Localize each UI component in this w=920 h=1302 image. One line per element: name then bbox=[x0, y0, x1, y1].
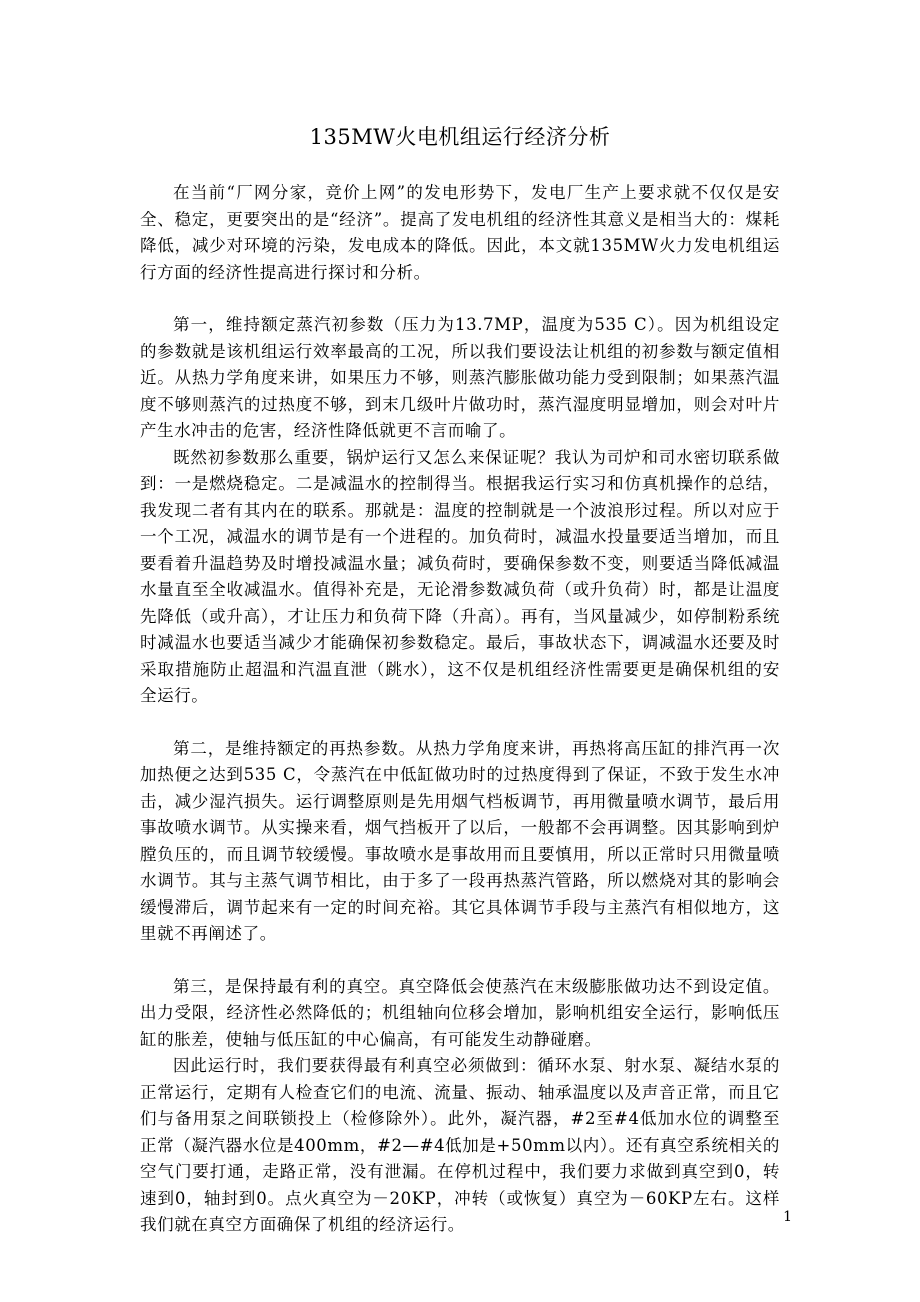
paragraph-second-point: 第二，是维持额定的再热参数。从热力学角度来讲，再热将高压缸的排汽再一次加热便之达到535 C，令蒸汽在中低缸做功时的过热度得到了保证，不致于发生水冲击，减少湿汽损失。运行调整原则是先用烟气档板调节，再用微量喷水调节，最后用事故喷水调节。从实操来看，烟气挡板开了以后，一般都不会再调整。因其影响到炉膛负压的，而且调节较缓慢。事故喷水是事故用而且要慎用，所以正常时只用微量喷水调节。其与主蒸气调节相比，由于多了一段再热蒸汽管路，所以燃烧对其的影响会缓慢滞后，调节起来有一定的时间充裕。其它具体调节手段与主蒸汽有相似地方，这里就不再阐述了。 bbox=[140, 738, 780, 943]
paragraph-intro: 在当前“厂网分家，竞价上网”的发电形势下，发电厂生产上要求就不仅仅是安全、稳定，更要突出的是“经济”。提高了发电机组的经济性其意义是相当大的：煤耗降低，减少对环境的污染，发电成本的降低。因此，本文就135MW火力发电机组运行方面的经济性提高进行探讨和分析。 bbox=[140, 183, 780, 282]
paragraph-third-point-detail: 因此运行时，我们要获得最有利真空必须做到：循环水泵、射水泵、凝结水泵的正常运行，定期有人检查它们的电流、流量、振动、轴承温度以及声音正常，而且它们与备用泵之间联锁投上（检修除外）。此外，凝汽器，#2至#4低加水位的调整至正常（凝汽器水位是400mm，#2—#4低加是+50mm以内）。还有真空系统相关的空气门要打通，走路正常，没有泄漏。在停机过程中，我们要力求做到真空到0，转速到0，轴封到0。点火真空为－20KP，冲转（或恢复）真空为－60KP左右。这样我们就在真空方面确保了机组的经济运行。 bbox=[140, 1056, 780, 1234]
document-body bbox=[140, 180, 780, 1239]
paragraph-first-point: 第一，维持额定蒸汽初参数（压力为13.7MP，温度为535 C）。因为机组设定的参数就是该机组运行效率最高的工况，所以我们要设法让机组的初参数与额定值相近。从热力学角度来讲，如果压力不够，则蒸汽膨胀做功能力受到限制；如果蒸汽温度不够则蒸汽的过热度不够，到末几级叶片做功时，蒸汽湿度明显增加，则会对叶片产生水冲击的危害，经济性降低就更不言而喻了。 bbox=[140, 315, 780, 440]
paragraph-first-point-detail: 既然初参数那么重要，锅炉运行又怎么来保证呢？我认为司炉和司水密切联系做到：一是燃烧稳定。二是减温水的控制得当。根据我运行实习和仿真机操作的总结，我发现二者有其内在的联系。那就是：温度的控制就是一个波浪形过程。所以对应于一个工况，减温水的调节是有一个进程的。加负荷时，减温水投量要适当增加，而且要看着升温趋势及时增投减温水量；减负荷时，要确保参数不变，则要适当降低减温水量直至全收减温水。值得补充是，无论滑参数减负荷（或升负荷）时，都是让温度先降低（或升高），才让压力和负荷下降（升高）。再有，当风量减少，如停制粉系统时减温水也要适当减少才能确保初参数稳定。最后，事故状态下，调减温水还要及时采取措施防止超温和汽温直泄（跳水），这不仅是机组经济性需要更是确保机组的安全运行。 bbox=[140, 447, 780, 705]
page-number: 1 bbox=[783, 1209, 792, 1225]
paragraph-gap bbox=[140, 948, 780, 974]
paragraph-gap bbox=[140, 286, 780, 312]
paragraph-third-point: 第三，是保持最有利的真空。真空降低会使蒸汽在末级膨胀做功达不到设定值。出力受限，经济性必然降低的；机组轴向位移会增加，影响机组安全运行，影响低压缸的胀差，使轴与低压缸的中心偏高，有可能发生动静碰磨。 bbox=[140, 976, 780, 1049]
paragraph-gap bbox=[140, 710, 780, 736]
document-title: 135MW火电机组运行经济分析 bbox=[309, 125, 611, 149]
